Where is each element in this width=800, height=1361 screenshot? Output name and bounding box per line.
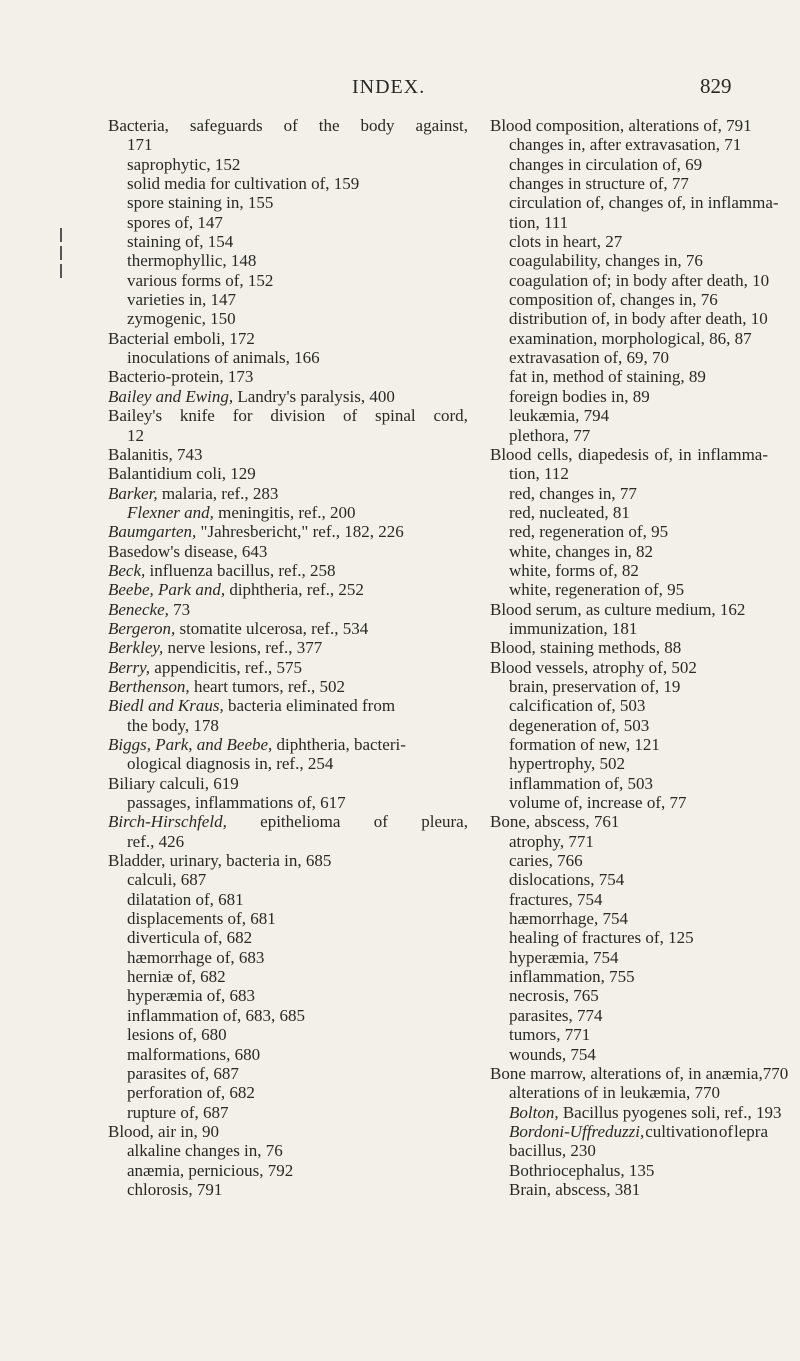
- index-entry: [108, 348, 468, 367]
- index-entry: [108, 967, 468, 986]
- index-entry-text: appendicitis, ref., 575: [150, 657, 303, 677]
- index-entry-text: changes in circulation of, 69: [509, 154, 703, 174]
- index-entry-word: against,: [415, 116, 468, 135]
- index-entry: [108, 1122, 468, 1141]
- index-entry-text: brain, preservation of, 19: [509, 676, 681, 696]
- index-entry: [108, 600, 468, 619]
- index-entry-word: spinal: [375, 406, 416, 426]
- index-entry-word: pleura,: [421, 812, 468, 832]
- index-entry-text: zymogenic, 150: [127, 309, 236, 329]
- index-entry: [490, 1180, 768, 1199]
- index-entry: [490, 193, 779, 213]
- index-entry-text: malformations, 680: [127, 1044, 261, 1064]
- index-entry-word: Bailey's: [108, 406, 163, 426]
- index-entry: [108, 406, 468, 425]
- index-entry-author: Biggs, Park, and Beebe,: [108, 735, 273, 754]
- page-title: INDEX.: [352, 76, 426, 98]
- index-entry: [108, 522, 468, 541]
- index-entry-text: inflammation, 755: [509, 967, 635, 987]
- index-entry-text: inflammation of, 683, 685: [127, 1005, 306, 1025]
- index-entry-text: chlorosis, 791: [127, 1179, 223, 1199]
- index-entry: [490, 638, 768, 657]
- index-entry-author: Beebe, Park and,: [108, 580, 226, 600]
- index-entry-author: Bergeron,: [108, 618, 176, 638]
- index-entry-word: of: [283, 116, 298, 135]
- index-entry-text: Bacterial emboli, 172: [108, 328, 255, 348]
- index-entry: [108, 426, 468, 445]
- index-entry-text: spore staining in, 155: [127, 193, 274, 213]
- index-entry: [490, 135, 768, 154]
- index-entry-text: Biliary calculi, 619: [108, 773, 239, 793]
- index-entry: [108, 464, 468, 483]
- index-entry-text: white, changes in, 82: [509, 541, 653, 561]
- index-entry-text: Bone marrow, alterations of, in anæmia,770: [490, 1063, 789, 1083]
- index-entry: [490, 116, 768, 135]
- index-entry: [490, 580, 768, 599]
- index-entry-text: heart tumors, ref., 502: [189, 676, 346, 696]
- index-entry: [108, 367, 468, 386]
- index-entry-author: Baumgarten,: [108, 522, 197, 542]
- index-entry: [490, 503, 768, 522]
- index-entry: [490, 155, 768, 174]
- index-entry: [490, 174, 768, 193]
- index-entry-text: Balantidium coli, 129: [108, 464, 256, 484]
- index-entry-text: Blood vessels, atrophy of, 502: [490, 657, 697, 677]
- index-entry: [108, 580, 468, 599]
- index-entry-text: saprophytic, 152: [127, 154, 241, 174]
- index-entry-text: fractures, 754: [509, 889, 603, 909]
- index-entry-text: Balanitis, 743: [108, 444, 203, 464]
- index-entry: [490, 600, 768, 619]
- index-entry-text: rupture of, 687: [127, 1102, 229, 1122]
- index-entry-text: ref., 426: [127, 831, 185, 851]
- index-entry-word: safeguards: [189, 116, 263, 135]
- index-entry: [490, 928, 768, 947]
- index-entry: [490, 754, 768, 773]
- index-entry-author: Bailey and Ewing,: [108, 386, 234, 406]
- index-entry: [108, 870, 468, 889]
- index-entry-text: inoculations of animals, 166: [127, 348, 320, 368]
- index-entry-text: formation of new, 121: [509, 735, 660, 754]
- index-entry-text: hyperæmia, 754: [509, 947, 619, 967]
- index-entry-text: foreign bodies in, 89: [509, 386, 650, 406]
- index-entry: [490, 309, 768, 328]
- index-entry-word: of,: [654, 444, 673, 464]
- index-entry: [108, 696, 468, 715]
- index-entry-text: wounds, 754: [509, 1044, 596, 1064]
- index-entry: [490, 948, 768, 967]
- index-entry: [490, 251, 768, 270]
- index-entry: [490, 890, 768, 909]
- index-entry-text: inflammation of, 503: [509, 773, 654, 793]
- index-entry-text: Bothriocephalus, 135: [509, 1160, 655, 1180]
- index-entry-text: leukæmia, 794: [509, 406, 610, 426]
- index-entry: [490, 986, 768, 1005]
- index-entry: [108, 716, 468, 735]
- index-entry: [490, 348, 768, 367]
- index-entry-text: dilatation of, 681: [127, 889, 244, 909]
- index-entry: [490, 232, 768, 251]
- index-entry-text: red, regeneration of, 95: [509, 522, 669, 542]
- index-entry-text: various forms of, 152: [127, 270, 274, 290]
- index-entry-text: Bacterio-protein, 173: [108, 367, 254, 387]
- index-entry: [108, 658, 468, 677]
- index-entry: [490, 793, 768, 812]
- index-entry: [108, 542, 468, 561]
- index-entry: [490, 561, 768, 580]
- index-entry: [108, 619, 468, 638]
- index-entry: [490, 851, 768, 870]
- index-entry-author: Barker,: [108, 483, 158, 503]
- index-entry: [108, 561, 468, 580]
- index-entry: [108, 1006, 468, 1025]
- index-entry: [108, 1161, 468, 1180]
- index-entry-text: white, regeneration of, 95: [509, 580, 685, 600]
- index-entry-text: changes in, after extravasation, 71: [509, 135, 742, 155]
- index-entry: [490, 870, 768, 889]
- index-entry-text: immunization, 181: [509, 618, 638, 638]
- index-entry-text: hypertrophy, 502: [509, 754, 625, 774]
- index-entry: [108, 387, 468, 406]
- index-entry-text: red, changes in, 77: [509, 483, 637, 503]
- index-entry: [108, 948, 468, 967]
- index-entry: [108, 484, 468, 503]
- index-entry-text: passages, inflammations of, 617: [127, 793, 346, 813]
- index-entry-text: anæmia, pernicious, 792: [127, 1160, 294, 1180]
- index-entry-text: coagulation of; in body after death, 10: [509, 270, 770, 290]
- index-entry-word: cord,: [433, 406, 468, 426]
- index-entry-text: coagulability, changes in, 76: [509, 251, 703, 271]
- index-entry-text: alkaline changes in, 76: [127, 1141, 283, 1161]
- index-entry: [490, 329, 768, 348]
- index-entry-text: distribution of, in body after death, 10: [509, 309, 768, 329]
- index-entry: [108, 812, 468, 831]
- index-entry-text: Bacillus pyogenes soli, ref., 193: [558, 1102, 782, 1122]
- right-index-column: [490, 116, 789, 1199]
- index-entry: [108, 754, 468, 773]
- index-entry-text: stomatite ulcerosa, ref., 534: [175, 618, 369, 638]
- index-entry: [108, 793, 468, 812]
- index-entry: [108, 851, 468, 870]
- index-entry-author: Flexner and,: [127, 502, 214, 522]
- index-entry: [108, 774, 468, 793]
- index-entry-text: 171: [127, 135, 153, 155]
- index-entry-text: white, forms of, 82: [509, 560, 639, 580]
- index-entry: [108, 445, 468, 464]
- index-entry-word: cultivation: [645, 1121, 718, 1141]
- index-entry: [108, 638, 468, 657]
- index-entry-text: nerve lesions, ref., 377: [163, 638, 323, 658]
- index-entry-text: calculi, 687: [127, 870, 207, 890]
- index-entry: [108, 213, 468, 232]
- index-entry-text: Blood composition, alterations of, 791: [490, 116, 752, 135]
- index-entry-text: caries, 766: [509, 851, 583, 871]
- index-entry: [108, 1025, 468, 1044]
- index-entry: [490, 1045, 768, 1064]
- index-entry-text: changes in structure of, 77: [509, 174, 689, 194]
- index-entry: [108, 116, 468, 135]
- index-entry-text: "Jahresbericht," ref., 182, 226: [196, 522, 404, 542]
- index-entry-word: the: [318, 116, 340, 135]
- index-entry-text: red, nucleated, 81: [509, 502, 630, 522]
- index-entry-text: displacements of, 681: [127, 909, 276, 929]
- index-entry-text: perforation of, 682: [127, 1083, 255, 1103]
- index-entry: [490, 967, 768, 986]
- index-entry: [490, 484, 768, 503]
- index-entry: [490, 1161, 768, 1180]
- index-entry-text: diverticula of, 682: [127, 928, 253, 948]
- index-entry-word: of: [343, 406, 358, 426]
- index-entry: [108, 329, 468, 348]
- index-entry-text: Blood, staining methods, 88: [490, 638, 682, 658]
- index-entry-text: spores of, 147: [127, 212, 223, 232]
- index-entry-text: calcification of, 503: [509, 696, 646, 716]
- index-entry-text: Basedow's disease, 643: [108, 541, 268, 561]
- index-entry: [490, 658, 768, 677]
- index-entry-text: Landry's paralysis, 400: [233, 386, 395, 406]
- index-entry: [108, 135, 468, 154]
- index-entry-text: diphtheria, bacteri-: [272, 735, 406, 754]
- index-entry: [108, 1103, 468, 1122]
- index-entry-author: Benecke,: [108, 599, 169, 619]
- index-entry: [108, 677, 468, 696]
- index-entry: [490, 522, 768, 541]
- index-entry: [490, 426, 768, 445]
- index-entry-text: thermophyllic, 148: [127, 251, 257, 271]
- index-entry: [108, 155, 468, 174]
- index-entry: [108, 1141, 468, 1160]
- index-entry-text: extravasation of, 69, 70: [509, 348, 670, 368]
- index-entry: [490, 735, 768, 754]
- index-entry: [490, 812, 768, 831]
- index-entry-text: healing of fractures of, 125: [509, 928, 694, 948]
- index-entry-word: body: [360, 116, 395, 135]
- left-index-column: [108, 116, 468, 1199]
- index-entry-text: hæmorrhage, 754: [509, 909, 628, 929]
- index-entry-text: plethora, 77: [509, 425, 591, 445]
- index-entry-word: of: [718, 1121, 734, 1141]
- index-entry: [108, 251, 468, 270]
- index-entry: [108, 1064, 468, 1083]
- index-entry-author: Berthenson,: [108, 676, 190, 696]
- index-entry-word: for: [232, 406, 253, 426]
- index-entry: [108, 271, 468, 290]
- index-entry-text: 73: [168, 599, 191, 619]
- index-entry: [490, 1102, 782, 1122]
- index-entry-word: diapedesis: [578, 444, 649, 464]
- index-entry: [490, 464, 768, 483]
- index-entry: [108, 1180, 468, 1199]
- index-entry-text: Bladder, urinary, bacteria in, 685: [108, 851, 332, 871]
- index-entry-text: tion, 111: [509, 212, 569, 232]
- index-entry-word: division: [270, 406, 326, 426]
- index-entry: [108, 928, 468, 947]
- index-entry-text: hyperæmia of, 683: [127, 986, 255, 1006]
- index-entry: [108, 735, 468, 754]
- index-entry-author: Berry,: [108, 657, 151, 677]
- index-entry-text: volume of, increase of, 77: [509, 793, 687, 813]
- index-entry-text: parasites of, 687: [127, 1063, 239, 1083]
- index-entry-text: degeneration of, 503: [509, 715, 650, 735]
- index-entry-word: inflamma-: [697, 444, 768, 464]
- index-entry-text: Brain, abscess, 381: [509, 1179, 641, 1199]
- page-header: [0, 76, 800, 110]
- index-entry-text: tion, 112: [509, 464, 569, 484]
- page-number: 829: [700, 74, 732, 98]
- index-entry-text: clots in heart, 27: [509, 232, 623, 252]
- index-entry: [490, 677, 768, 696]
- index-entry: [108, 193, 468, 212]
- index-entry-text: 12: [127, 425, 144, 445]
- index-entry: [490, 542, 768, 561]
- index-entry-text: influenza bacillus, ref., 258: [145, 560, 336, 580]
- index-entry-word: Birch-Hirschfeld,: [108, 812, 227, 832]
- index-entry: [108, 986, 468, 1005]
- index-entry-text: circulation of, changes of, in inflamma-: [509, 193, 779, 213]
- index-entry: [108, 309, 468, 328]
- index-entry-word: cells,: [537, 444, 573, 464]
- index-entry: [490, 909, 768, 928]
- index-entry-text: herniæ of, 682: [127, 967, 226, 987]
- index-entry-word: Bordoni-Uffreduzzi,: [509, 1121, 645, 1141]
- index-entry-text: dislocations, 754: [509, 870, 625, 890]
- index-entry-word: of: [373, 812, 388, 832]
- index-entry-word: in: [678, 444, 692, 464]
- margin-marks: [60, 228, 62, 282]
- index-entry: [490, 1006, 768, 1025]
- index-entry: [490, 1122, 768, 1141]
- index-entry: [490, 696, 768, 715]
- index-entry-text: bacillus, 230: [509, 1141, 596, 1161]
- index-entry: [108, 890, 468, 909]
- index-entry-word: Bacteria,: [108, 116, 169, 135]
- index-entry-word: lepra: [734, 1121, 768, 1141]
- index-entry: [108, 832, 468, 851]
- index-entry-text: malaria, ref., 283: [157, 483, 279, 503]
- index-entry-text: examination, morphological, 86, 87: [509, 328, 752, 348]
- index-entry-text: varieties in, 147: [127, 290, 237, 310]
- index-entry-author: Berkley,: [108, 638, 164, 658]
- index-entry-text: Bone, abscess, 761: [490, 812, 620, 832]
- index-entry-text: alterations of in leukæmia, 770: [509, 1083, 721, 1103]
- index-entry: [490, 619, 768, 638]
- index-entry: [490, 290, 768, 309]
- index-entry-word: epithelioma: [260, 812, 341, 832]
- index-entry-author: Beck,: [108, 560, 146, 580]
- index-entry: [108, 174, 468, 193]
- index-entry-text: solid media for cultivation of, 159: [127, 174, 360, 194]
- index-entry-text: tumors, 771: [509, 1025, 591, 1045]
- index-entry-author: Bolton,: [509, 1102, 559, 1122]
- index-entry: [490, 832, 768, 851]
- index-entry-word: knife: [179, 406, 215, 426]
- index-entry: [108, 503, 468, 522]
- index-entry-text: ological diagnosis in, ref., 254: [127, 754, 334, 774]
- index-entry: [490, 271, 768, 290]
- index-entry-text: hæmorrhage of, 683: [127, 947, 265, 967]
- index-entry: [490, 367, 768, 386]
- index-entry: [490, 406, 768, 425]
- index-entry: [490, 1063, 789, 1083]
- index-entry-text: lesions of, 680: [127, 1025, 227, 1045]
- index-entry: [490, 213, 768, 232]
- index-entry-text: staining of, 154: [127, 232, 234, 252]
- index-entry: [490, 1083, 768, 1102]
- index-entry: [490, 387, 768, 406]
- index-entry-text: diphtheria, ref., 252: [225, 580, 364, 600]
- index-entry: [490, 445, 768, 464]
- index-entry: [490, 1141, 768, 1160]
- index-entry-word: Blood: [490, 444, 532, 464]
- index-entry: [490, 716, 768, 735]
- index-entry-text: the body, 178: [127, 715, 219, 735]
- index-entry-text: necrosis, 765: [509, 986, 599, 1006]
- index-entry-text: bacteria eliminated from: [223, 696, 396, 716]
- index-entry-text: composition of, changes in, 76: [509, 290, 718, 310]
- index-entry-text: meningitis, ref., 200: [213, 502, 356, 522]
- index-entry-text: Blood serum, as culture medium, 162: [490, 599, 746, 619]
- index-entry-text: atrophy, 771: [509, 831, 594, 851]
- index-entry: [108, 1083, 468, 1102]
- index-entry: [108, 290, 468, 309]
- index-entry-author: Biedl and Kraus,: [108, 696, 224, 716]
- index-entry-text: Blood, air in, 90: [108, 1121, 219, 1141]
- index-entry: [490, 1025, 768, 1044]
- index-entry-text: parasites, 774: [509, 1005, 603, 1025]
- index-entry: [490, 774, 768, 793]
- index-entry: [108, 909, 468, 928]
- index-entry: [108, 1045, 468, 1064]
- index-entry-text: fat in, method of staining, 89: [509, 367, 706, 387]
- index-entry: [108, 232, 468, 251]
